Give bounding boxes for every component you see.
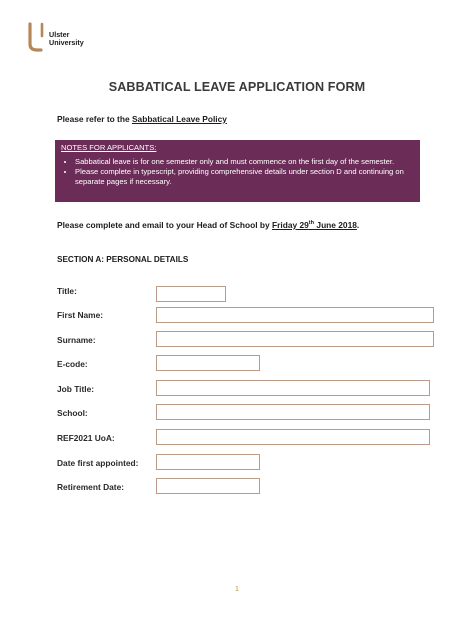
- first-name-label: First Name:: [57, 310, 104, 320]
- page-number: 1: [235, 586, 239, 593]
- first-name-field[interactable]: [156, 307, 434, 323]
- title-field[interactable]: [156, 286, 226, 302]
- retirement-date-field[interactable]: [156, 478, 260, 494]
- ulster-university-logo: [27, 22, 97, 56]
- job-title-label: Job Title:: [57, 384, 95, 394]
- submission-instruction: [57, 220, 359, 230]
- uoa-label: REF2021 UoA:: [57, 433, 115, 443]
- note-item: • Sabbatical leave is for one semester only and must commence on the first day of the semester.: [75, 157, 413, 167]
- surname-label: Surname:: [57, 335, 96, 345]
- notes-list: [61, 157, 413, 188]
- logo-line-1: Ulster: [49, 30, 70, 39]
- policy-reference: [57, 114, 227, 124]
- job-title-field[interactable]: [156, 380, 430, 396]
- policy-link[interactable]: Sabbatical Leave Policy: [131, 114, 227, 124]
- policy-reference-prefix: Please refer to the: [57, 114, 132, 124]
- notes-for-applicants-box: [55, 140, 420, 202]
- ecode-field[interactable]: [156, 355, 260, 371]
- deadline-ordinal: th: [308, 220, 315, 227]
- form-title: SABBATICAL LEAVE APPLICATION FORM: [108, 80, 366, 94]
- date-appointed-field[interactable]: [156, 454, 260, 470]
- ecode-label: E-code:: [57, 359, 88, 369]
- school-field[interactable]: [156, 404, 430, 420]
- uoa-field[interactable]: [156, 429, 430, 445]
- date-appointed-label: Date first appointed:: [57, 458, 139, 468]
- logo-line-2: University: [49, 37, 84, 47]
- deadline-day: Friday 29: [272, 220, 309, 230]
- logo-wordmark: [49, 31, 84, 46]
- deadline-date: [272, 220, 360, 230]
- section-a-heading: SECTION A: PERSONAL DETAILS: [57, 255, 189, 264]
- note-item: • Please complete in typescript, providing comprehensive details under section D and continuing on separate pages if necessary.: [75, 167, 413, 187]
- school-label: School:: [57, 408, 88, 418]
- retirement-date-label: Retirement Date:: [57, 482, 125, 492]
- title-label: Title:: [57, 286, 77, 296]
- ulster-u-logo-icon: [27, 22, 47, 52]
- instruction-suffix: .: [356, 220, 360, 230]
- surname-field[interactable]: [156, 331, 434, 347]
- instruction-prefix: Please complete and email to your Head of School by: [57, 220, 273, 230]
- deadline-rest: June 2018: [314, 220, 357, 230]
- notes-title: NOTES FOR APPLICANTS:: [61, 143, 157, 152]
